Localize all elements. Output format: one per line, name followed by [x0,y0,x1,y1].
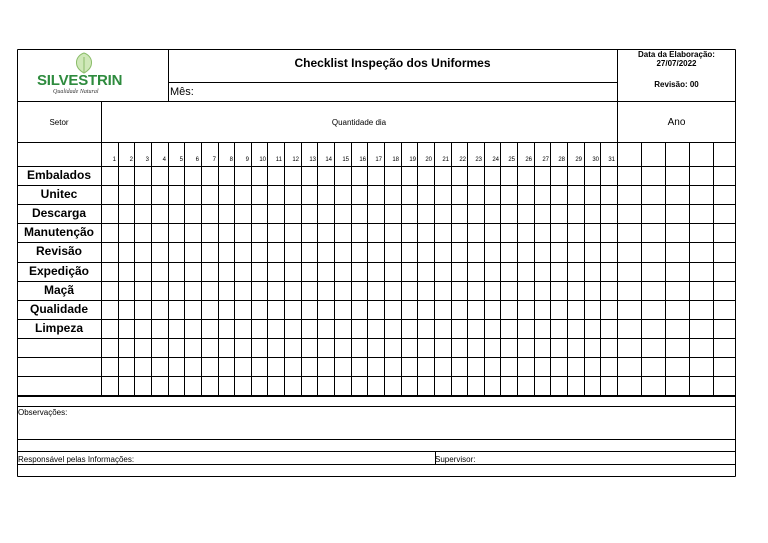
day-number: 6 [195,157,199,163]
day-number: 22 [459,157,466,163]
month-label: Mês: [170,86,194,98]
day-number: 3 [145,157,149,163]
revision-label: Revisão: 00 [654,80,699,89]
responsible-label: Responsável pelas Informações: [18,455,135,464]
sector-row-label: Maçã [43,283,75,297]
year-header: Ano [667,117,686,128]
day-number: 26 [525,157,532,163]
day-number: 1 [112,157,116,163]
day-number: 17 [375,157,382,163]
day-number: 5 [179,157,183,163]
day-number: 10 [259,157,266,163]
observations-label: Observações: [18,408,68,417]
sector-row-label: Revisão [35,244,83,258]
date-value: 27/07/2022 [656,59,697,68]
day-number: 28 [558,157,565,163]
checklist-sheet [17,49,736,477]
day-number: 19 [409,157,416,163]
day-number: 20 [425,157,432,163]
sector-row-label: Manutenção [23,225,94,239]
sector-row-label: Limpeza [34,321,83,335]
sector-header: Setor [49,118,69,127]
table-grid [17,49,736,477]
logo-text: SILVESTRIN [37,72,123,89]
day-number: 12 [292,157,299,163]
day-number: 11 [275,157,282,163]
page-title: Checklist Inspeção dos Uniformes [294,56,491,70]
day-number: 30 [592,157,599,163]
sector-row-label: Qualidade [29,302,88,316]
day-number: 29 [575,157,582,163]
day-number: 23 [475,157,482,163]
day-number: 18 [392,157,399,163]
day-number: 15 [342,157,349,163]
day-number: 31 [608,157,615,163]
day-number: 21 [442,157,449,163]
day-number: 2 [129,157,133,163]
day-number: 24 [492,157,499,163]
sector-row-label: Descarga [31,206,87,220]
sector-row-label: Unitec [40,187,78,201]
day-number: 16 [359,157,366,163]
day-number: 9 [245,157,249,163]
day-number: 7 [212,157,216,163]
sector-row-label: Expedição [28,264,90,278]
day-number: 4 [162,157,166,163]
day-number: 25 [508,157,515,163]
day-number: 8 [229,157,233,163]
day-number: 27 [542,157,549,163]
logo [23,51,163,101]
date-label: Data da Elaboração: [638,50,715,59]
day-number: 14 [325,157,332,163]
logo-tagline: Qualidade Natural [53,89,99,95]
supervisor-label: Supervisor: [435,455,476,464]
day-number: 13 [309,157,316,163]
sector-row-label: Embalados [26,168,92,182]
quantity-header: Quantidade dia [331,118,387,127]
